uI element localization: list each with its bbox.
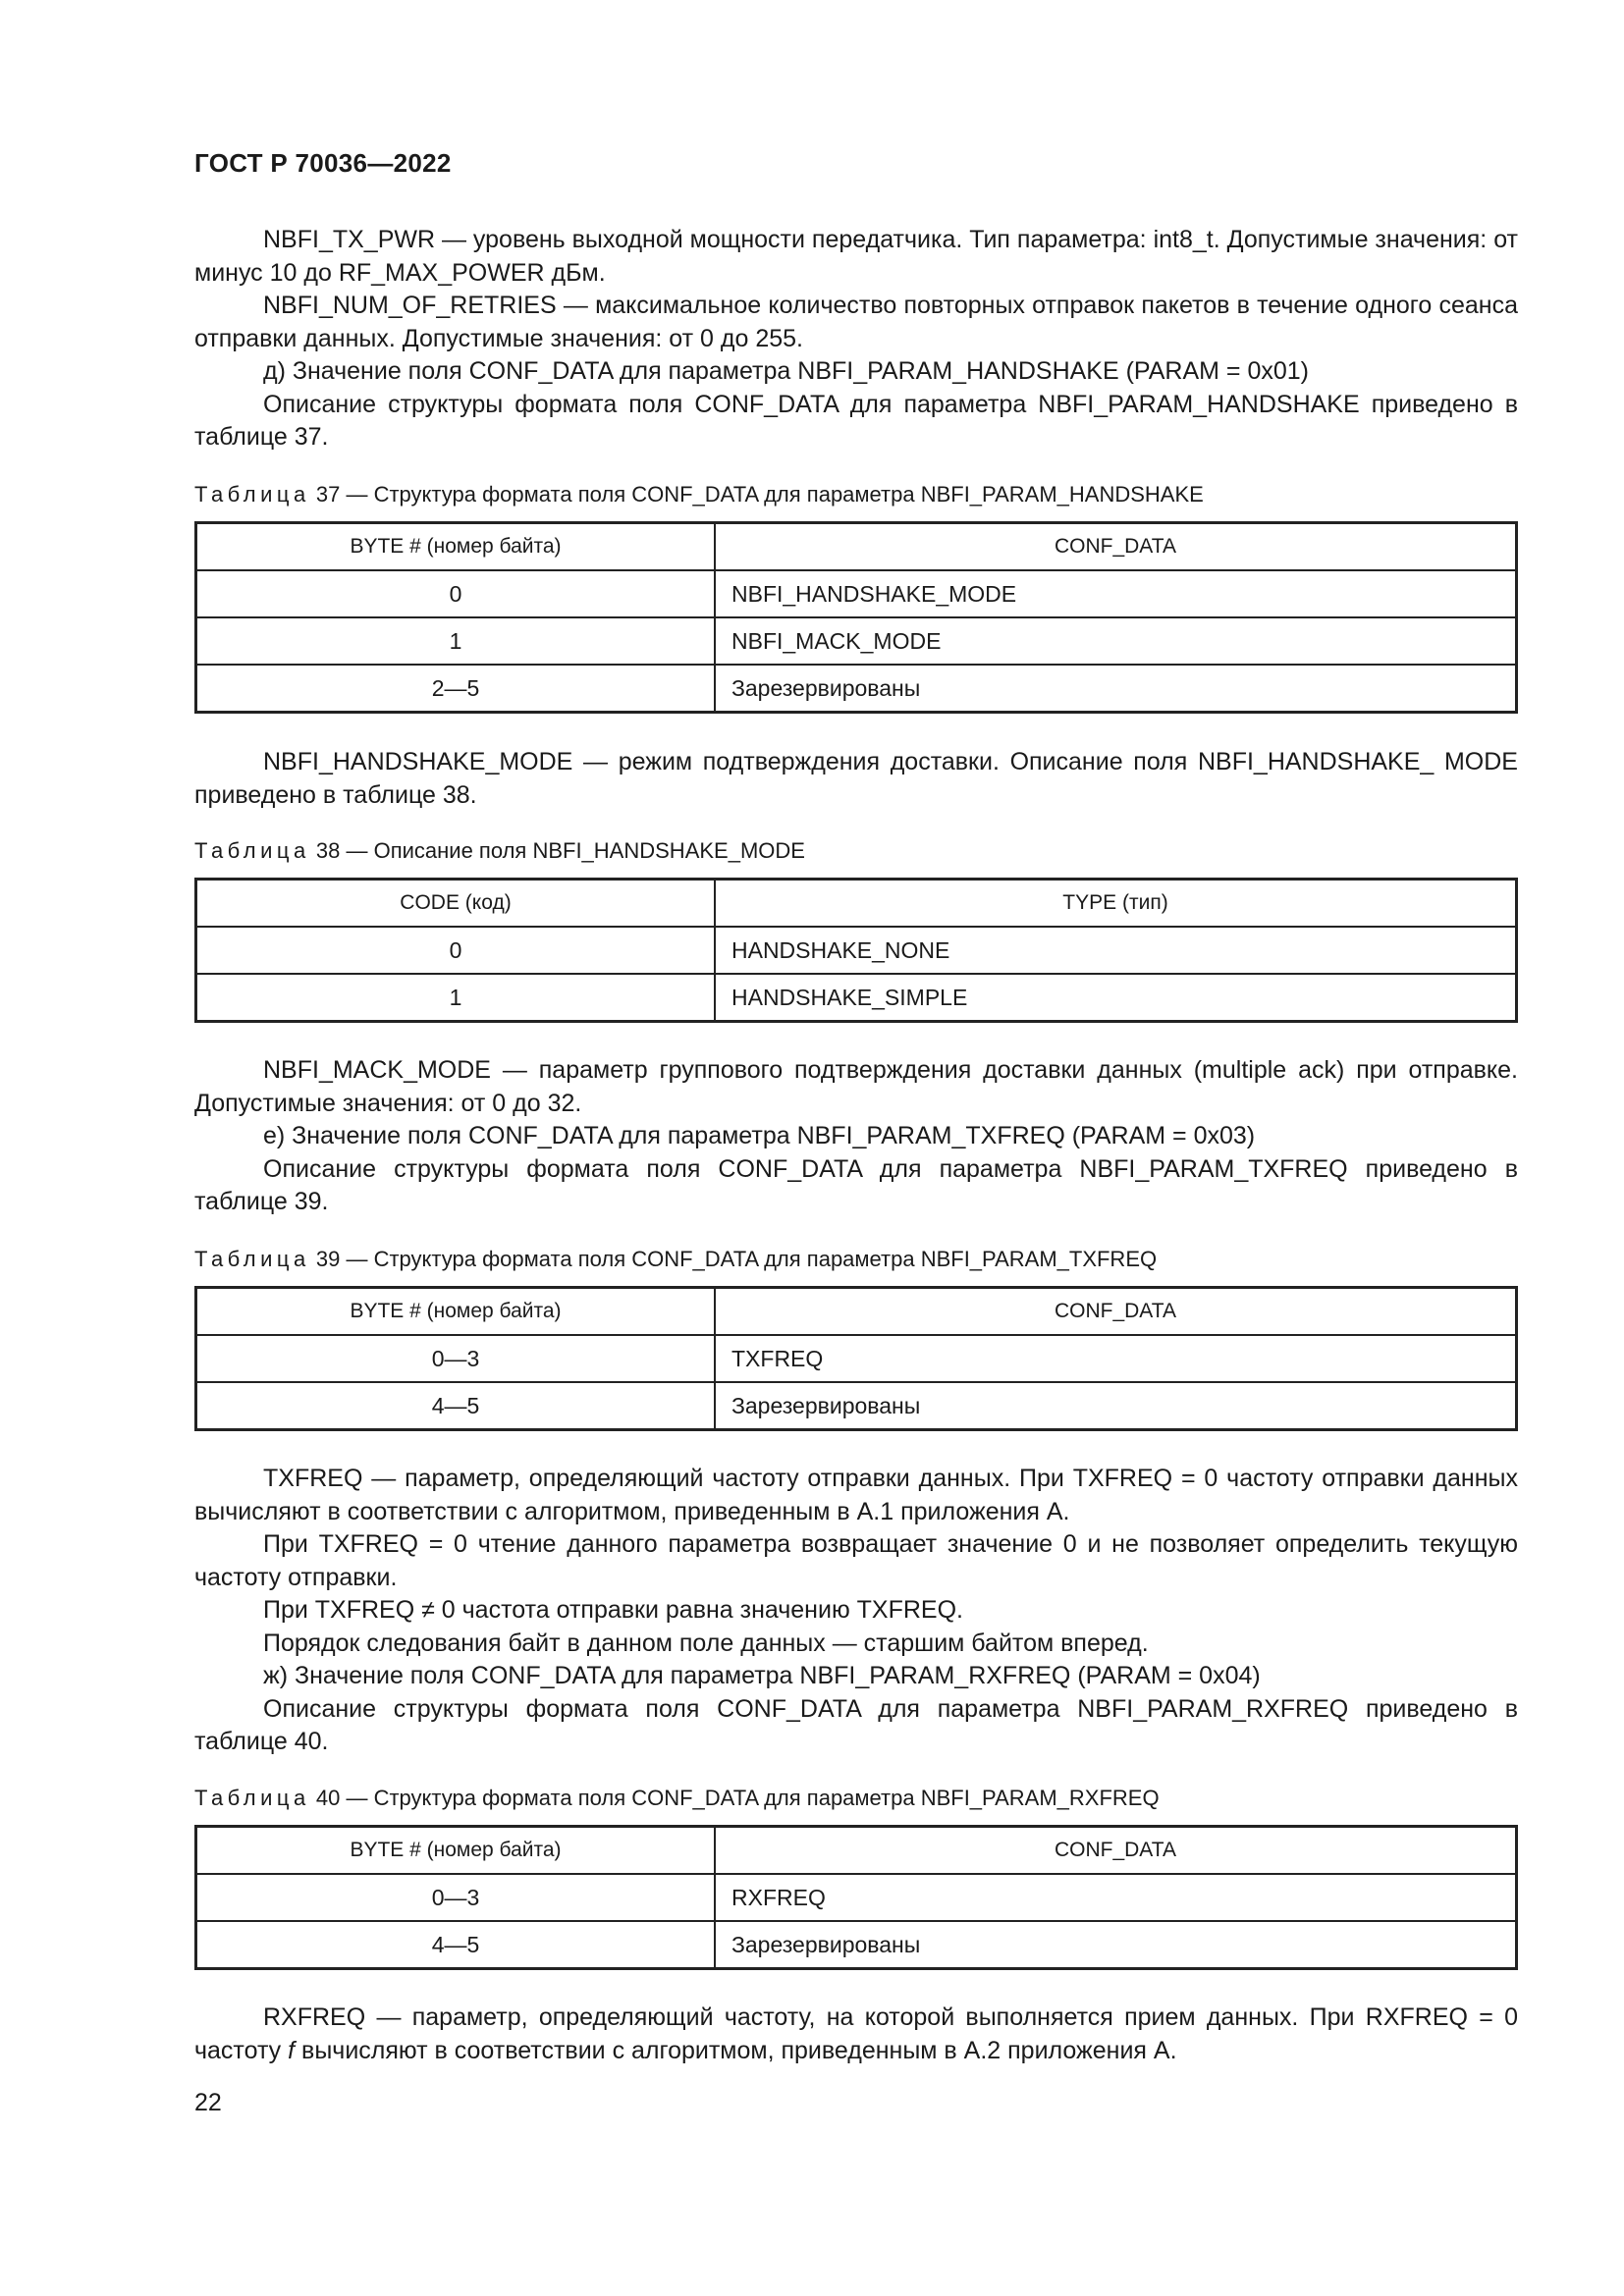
table-header-cell: CONF_DATA	[715, 1288, 1517, 1336]
paragraph: NBFI_HANDSHAKE_MODE — режим подтверждения доставки. Описание поля NBFI_HANDSHAKE_ MODE приведено в таблице 38.	[194, 748, 1518, 809]
table-39	[194, 1286, 1518, 1431]
paragraph-group-3	[194, 1054, 1518, 1219]
page-number: 22	[194, 2089, 222, 2116]
table-cell: 0	[196, 570, 716, 617]
table-row	[196, 1335, 1517, 1382]
table-cell: 4—5	[196, 1921, 716, 1969]
table-cell: Зарезервированы	[715, 665, 1517, 713]
table-caption: Таблица 38 — Описание поля NBFI_HANDSHAKE_MODE	[194, 838, 805, 863]
table-cell: Зарезервированы	[715, 1921, 1517, 1969]
table-37-block	[194, 480, 1518, 714]
table-header-row	[196, 1288, 1517, 1336]
table-cell: 1	[196, 974, 716, 1022]
table-caption: Таблица 39 — Структура формата поля CONF_DATA для параметра NBFI_PARAM_TXFREQ	[194, 1247, 1158, 1271]
document-header: ГОСТ Р 70036—2022	[194, 148, 452, 178]
table-40	[194, 1825, 1518, 1970]
table-cell: TXFREQ	[715, 1335, 1517, 1382]
paragraph-group-5	[194, 2002, 1518, 2067]
table-row	[196, 665, 1517, 713]
table-cell: Зарезервированы	[715, 1382, 1517, 1430]
table-40-block	[194, 1784, 1518, 1970]
table-cell: 0—3	[196, 1874, 716, 1921]
table-row	[196, 1921, 1517, 1969]
paragraph: При TXFREQ ≠ 0 частота отправки равна значению TXFREQ.	[263, 1596, 963, 1624]
paragraph: TXFREQ — параметр, определяющий частоту отправки данных. При TXFREQ = 0 частоту отправки данных вычисляют в соответствии с алгоритмом, приведенным в А.1 приложения А.	[194, 1465, 1518, 1525]
paragraph: д) Значение поля CONF_DATA для параметра NBFI_PARAM_HANDSHAKE (PARAM = 0x01)	[263, 357, 1310, 385]
paragraph-group-1	[194, 224, 1518, 454]
table-37	[194, 521, 1518, 714]
table-cell: 4—5	[196, 1382, 716, 1430]
table-row	[196, 1382, 1517, 1430]
table-header-row	[196, 523, 1517, 571]
paragraph: При TXFREQ = 0 чтение данного параметра возвращает значение 0 и не позволяет определить текущую частоту отправки.	[194, 1530, 1518, 1591]
table-cell: 0—3	[196, 1335, 716, 1382]
paragraph: ж) Значение поля CONF_DATA для параметра NBFI_PARAM_RXFREQ (PARAM = 0x04)	[263, 1662, 1261, 1689]
table-cell: NBFI_MACK_MODE	[715, 617, 1517, 665]
paragraph: Описание структуры формата поля CONF_DATA для параметра NBFI_PARAM_HANDSHAKE приведено в таблице 37.	[194, 390, 1518, 451]
paragraph: NBFI_MACK_MODE — параметр группового подтверждения доставки данных (multiple ack) при отправке. Допустимые значения: от 0 до 32.	[194, 1056, 1518, 1117]
table-cell: HANDSHAKE_NONE	[715, 927, 1517, 974]
table-header-cell: BYTE # (номер байта)	[196, 1288, 716, 1336]
table-header-row	[196, 880, 1517, 928]
table-caption: Таблица 37 — Структура формата поля CONF_DATA для параметра NBFI_PARAM_HANDSHAKE	[194, 482, 1204, 507]
table-row	[196, 1874, 1517, 1921]
table-39-block	[194, 1245, 1518, 1431]
table-38-block	[194, 836, 1518, 1023]
table-row	[196, 974, 1517, 1022]
paragraph: Порядок следования байт в данном поле данных — старшим байтом вперед.	[263, 1629, 1149, 1657]
paragraph: NBFI_NUM_OF_RETRIES — максимальное количество повторных отправок пакетов в течение одного сеанса отправки данных. Допустимые значения: от 0 до 255.	[194, 292, 1518, 352]
table-row	[196, 570, 1517, 617]
table-caption: Таблица 40 — Структура формата поля CONF_DATA для параметра NBFI_PARAM_RXFREQ	[194, 1786, 1160, 1810]
table-header-cell: TYPE (тип)	[715, 880, 1517, 928]
table-cell: 1	[196, 617, 716, 665]
paragraph: RXFREQ — параметр, определяющий частоту, на которой выполняется прием данных. При RXFREQ = 0 частоту f вычисляют в соответствии с алгоритмом, приведенным в А.2 приложения А.	[194, 2003, 1518, 2064]
table-header-cell: BYTE # (номер байта)	[196, 1827, 716, 1875]
table-cell: 2—5	[196, 665, 716, 713]
paragraph-group-2	[194, 746, 1518, 812]
paragraph: Описание структуры формата поля CONF_DATA для параметра NBFI_PARAM_RXFREQ приведено в таблице 40.	[194, 1694, 1518, 1755]
table-cell: HANDSHAKE_SIMPLE	[715, 974, 1517, 1022]
table-cell: 0	[196, 927, 716, 974]
table-header-cell: CONF_DATA	[715, 1827, 1517, 1875]
paragraph-group-4	[194, 1463, 1518, 1759]
paragraph: Описание структуры формата поля CONF_DATA для параметра NBFI_PARAM_TXFREQ приведено в таблице 39.	[194, 1154, 1518, 1215]
paragraph: е) Значение поля CONF_DATA для параметра NBFI_PARAM_TXFREQ (PARAM = 0x03)	[263, 1122, 1256, 1149]
table-header-cell: BYTE # (номер байта)	[196, 523, 716, 571]
table-header-cell: CONF_DATA	[715, 523, 1517, 571]
table-header-cell: CODE (код)	[196, 880, 716, 928]
table-header-row	[196, 1827, 1517, 1875]
table-38	[194, 878, 1518, 1023]
table-row	[196, 617, 1517, 665]
table-cell: RXFREQ	[715, 1874, 1517, 1921]
table-row	[196, 927, 1517, 974]
table-cell: NBFI_HANDSHAKE_MODE	[715, 570, 1517, 617]
paragraph: NBFI_TX_PWR — уровень выходной мощности передатчика. Тип параметра: int8_t. Допустимые значения: от минус 10 до RF_MAX_POWER дБм.	[194, 226, 1518, 287]
